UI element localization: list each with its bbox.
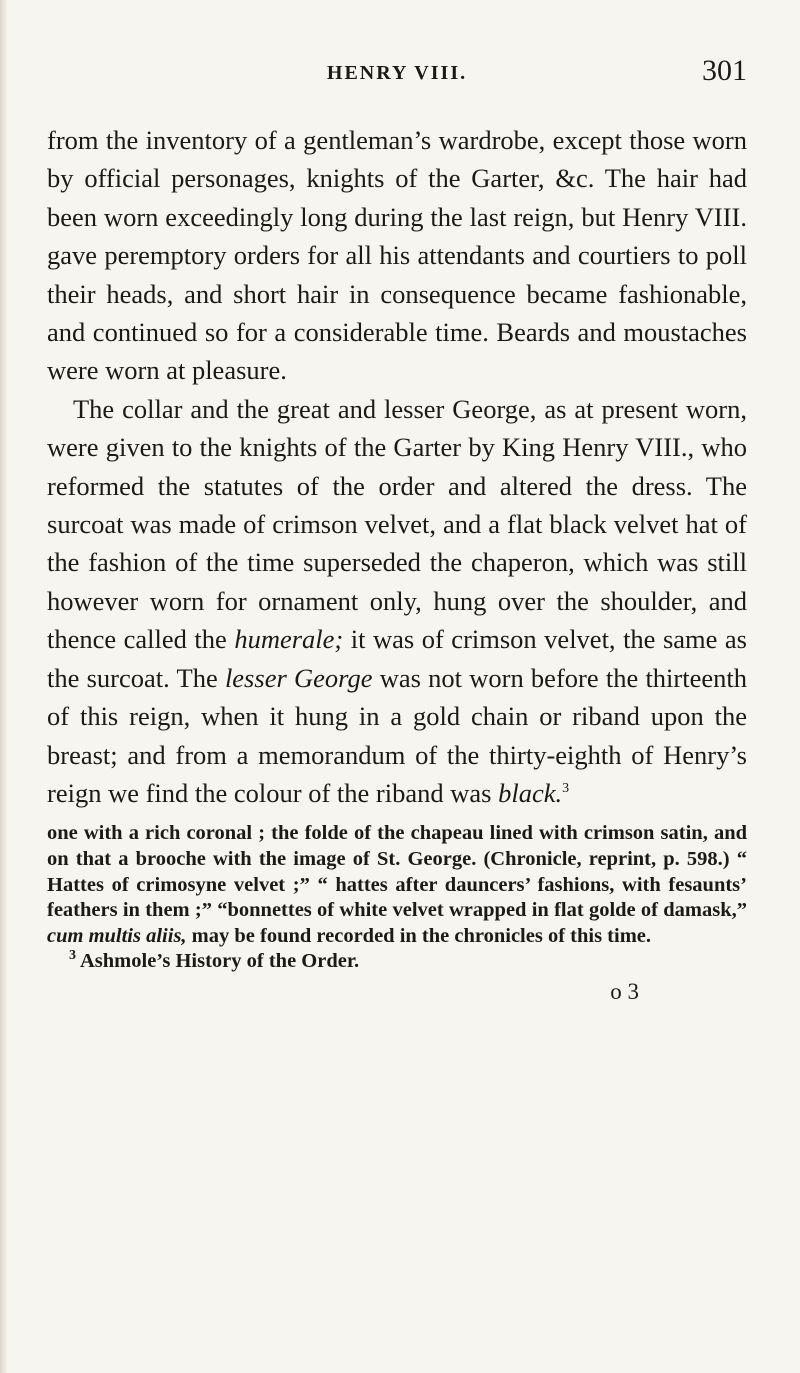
black-term: black. [498, 777, 563, 808]
footnotes [47, 821, 747, 975]
footnote-3 [47, 949, 747, 975]
footnote-text-part-1: one with a rich coronal ; the folde of the chapeau lined with crimson satin, and on that a brooche with the image of St. George. (Chronicle, reprint, p. 598.) “ Hattes of crimosyne velvet ;” “ hattes after dauncers’ fashions, with fesaunts’ feathers in them ;” “bonnettes of white velvet wrapped in flat golde of damask,” [47, 822, 747, 922]
footnote-text-part-2: may be found recorded in the chronicles of this time. [186, 924, 651, 947]
footnote-3-number: 3 [69, 948, 76, 964]
footnote-3-text: Ashmole’s History of the Order. [76, 950, 360, 973]
garter-text-part-3: was not worn before the thirteenth of this reign, when it hung in a gold chain or riband upon the breast; and from a memorandum of the thirty-eighth of Henry’s reign we find the colour of the riband was [47, 662, 747, 808]
lesser-george-term: lesser George [224, 662, 373, 693]
garter-text-part-2: it was of crimson velvet, the same as the surcoat. The [47, 624, 747, 693]
paragraph-garter [47, 390, 747, 812]
footnote-latin-phrase: cum multis aliis, [47, 924, 187, 947]
garter-text-part-1: The collar and the great and lesser George, as at present worn, were given to the knights of the Garter by King Henry VIII., who reformed the statutes of the order and altered the dress. The surcoat was made of crimson velvet, and a flat black velvet hat of the fashion of the time superseded the chaperon, which was still however worn for ornament only, hung over the shoulder, and thence called the [47, 393, 747, 655]
footnote-continued [47, 821, 747, 949]
book-page [47, 54, 747, 1005]
body-text [47, 121, 747, 812]
page-number: 301 [702, 54, 747, 87]
paragraph-hair: from the inventory of a gentleman’s wardrobe, except those worn by official personages, knights of the Garter, &c. The hair had been worn exceedingly long during the last reign, but Henry VIII. gave peremptory orders for all his attendants and courtiers to poll their heads, and short hair in consequence became fashionable, and continued so for a considerable time. Beards and moustaches were worn at pleasure. [47, 125, 747, 386]
footnote-reference: 3 [562, 781, 570, 797]
humerale-term: humerale; [234, 624, 344, 655]
signature-mark: o 3 [610, 978, 639, 1004]
page-binding-edge [0, 0, 7, 1373]
running-head: HENRY VIII. [326, 62, 468, 84]
page-header [47, 54, 747, 94]
